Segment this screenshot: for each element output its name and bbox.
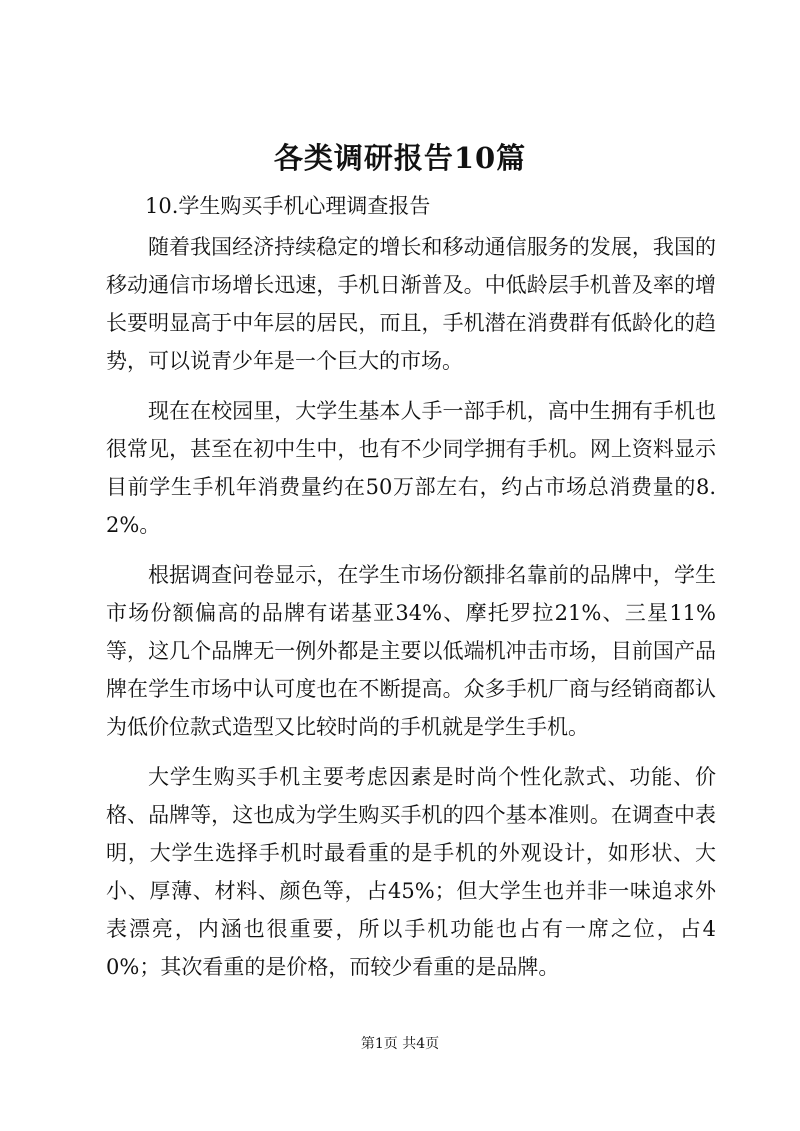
paragraph-1: 随着我国经济持续稳定的增长和移动通信服务的发展，我国的移动通信市场增长迅速，手机日渐普及。中低龄层手机普及率的增长要明显高于中年层的居民，而且，手机潜在消费群有低龄化的趋势，可以说青少年是一个巨大的市场。 [106, 235, 716, 373]
paragraph-4: 大学生购买手机主要考虑因素是时尚个性化款式、功能、价格、品牌等，这也成为学生购买手机的四个基本准则。在调查中表明，大学生选择手机时最看重的是手机的外观设计，如形状、大小、厚薄、材料、颜色等，占45%；但大学生也并非一味追求外表漂亮，内涵也很重要，所以手机功能也占有一席之位，占40%；其次看重的是价格，而较少看重的是品牌。 [106, 765, 716, 979]
report-subtitle: 10.学生购买手机心理调查报告 [145, 194, 431, 218]
document-title: 各类调研报告10篇 [273, 141, 527, 175]
page-footer: 第1页 共4页 [360, 1036, 440, 1052]
paragraph-3: 根据调查问卷显示，在学生市场份额排名靠前的品牌中，学生市场份额偏高的品牌有诺基亚34%、摩托罗拉21%、三星11%等，这几个品牌无一例外都是主要以低端机冲击市场，目前国产品牌在学生市场中认可度也在不断提高。众多手机厂商与经销商都认为低价位款式造型又比较时尚的手机就是学生手机。 [106, 563, 716, 739]
paragraph-2: 现在在校园里，大学生基本人手一部手机，高中生拥有手机也很常见，甚至在初中生中，也有不少同学拥有手机。网上资料显示目前学生手机年消费量约在50万部左右，约占市场总消费量的8.2%。 [106, 399, 716, 537]
